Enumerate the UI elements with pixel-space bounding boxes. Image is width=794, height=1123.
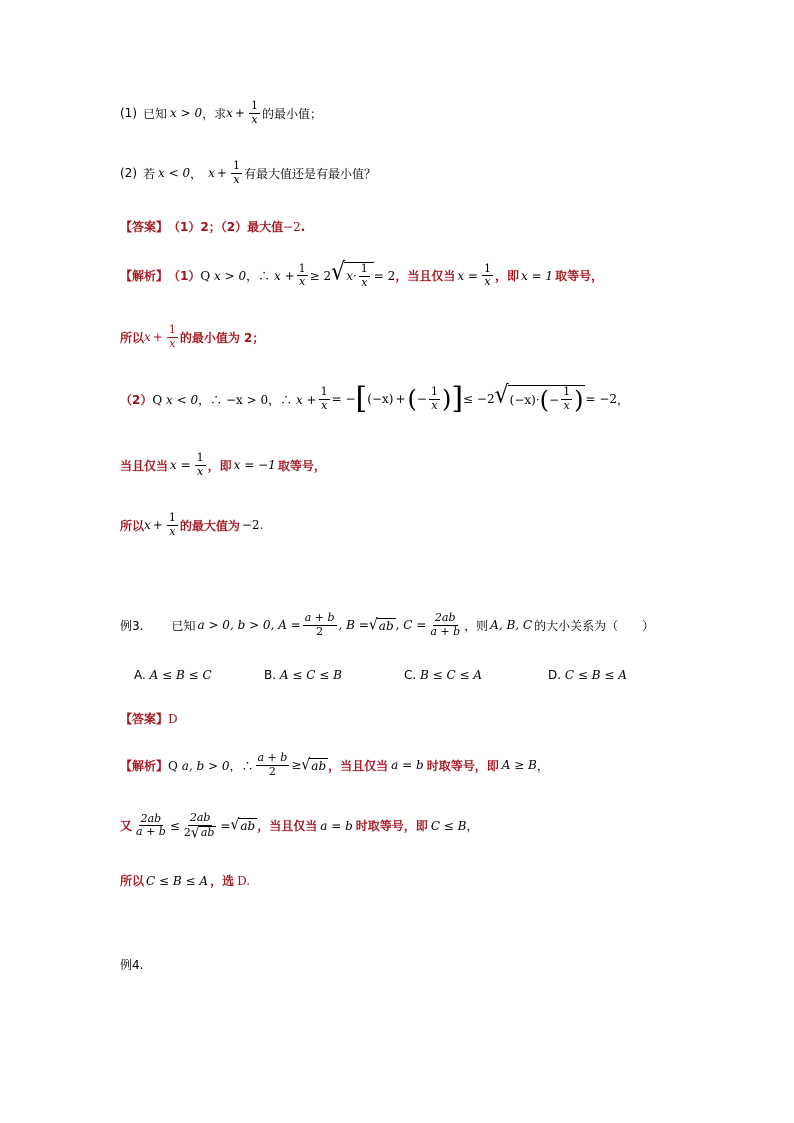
fraction: $\frac{2ab}{a + b}$	[136, 811, 166, 839]
option-a[interactable]: A. A ≤ B ≤ C	[134, 668, 212, 682]
sqrt: √ ab	[368, 615, 394, 634]
solution-1-line-2: 所以 x + $\frac{1}{x}$ 的最小值为 2；	[120, 323, 265, 350]
answer-label: 【答案】	[120, 712, 169, 726]
option-b[interactable]: B. A ≤ C ≤ B	[264, 668, 342, 682]
q2-number: (2)	[120, 166, 137, 181]
example-3: 例3. 已知 a > 0, b > 0, A = $\frac{a + b}{2}$ , B = √ ab , C = $\frac{2ab}{a + b}$ ，则 A, B, C 的大小关系为（ ）	[120, 611, 655, 638]
sqrt: √ ab	[301, 755, 327, 774]
solution-1-line-1: 【解析】 （1） Q x > 0，∴ x + $\frac{1}{x}$ ≥ 2 √ x· $\frac{1}{x}$ = 2 ，当且仅当 x = $\frac{1}{x}$ ，即 x = 1 取等号，	[120, 258, 604, 289]
option-d[interactable]: D. C ≤ B ≤ A	[548, 668, 627, 682]
solution-label: 【解析】	[120, 269, 169, 284]
solution-3-line-1: 【解析】 Q a, b > 0，∴ $\frac{a + b}{2}$ ≥ √ ab ，当且仅当 a = b 时取等号，即 A ≥ B ，	[120, 751, 549, 778]
answer-label: 【答案】	[120, 220, 169, 234]
example-4	[120, 956, 143, 973]
example-label: 例4.	[120, 958, 144, 972]
fraction: $\frac{1}{x}$	[168, 511, 176, 538]
solution-1-line-5: 所以 x + $\frac{1}{x}$ 的最大值为 −2 .	[120, 511, 264, 538]
q1-text: 已知	[143, 106, 168, 121]
fraction: $\frac{2ab}{a + b}$	[430, 611, 461, 638]
solution-1-line-3: （2） Q x < 0，∴ −x > 0，∴ x + $\frac{1}{x}$ = − [ (−x) + ( − $\frac{1}{x}$ ) ] ≤ −2 √ (−x) · ( − $\frac{1}{x}$ ) = −2 ，	[120, 381, 630, 416]
q1-condition: x > 0	[170, 106, 203, 121]
q1-number: (1)	[120, 106, 137, 121]
fraction: $\frac{a + b}{2}$	[304, 611, 335, 638]
option-c[interactable]: C. B ≤ C ≤ A	[404, 668, 483, 682]
sqrt: √ x· $\frac{1}{x}$	[331, 262, 374, 289]
sqrt: √ (−x) · ( − $\frac{1}{x}$ )	[494, 381, 584, 414]
fraction: $\frac{1}{x}$	[250, 99, 258, 126]
solution-3-line-3: 所以 C ≤ B ≤ A ，选 D.	[120, 873, 251, 888]
fraction: $\frac{1}{x}$	[320, 384, 328, 412]
question-2: (2) 若 x < 0 ， x + $\frac{1}{x}$ 有最大值还是有最小值？	[120, 159, 376, 186]
fraction: $\frac{1}{x}$	[430, 384, 438, 412]
fraction: $\frac{1}{x}$	[483, 261, 491, 289]
sqrt: √ ab	[230, 816, 256, 835]
question-1: (1) 已知 x > 0 ，求 x + $\frac{1}{x}$ 的最小值；	[120, 99, 322, 126]
solution-3-line-2: 又 $\frac{2ab}{a + b}$ ≤ 2ab 2 √ ab = √ ab ，当且仅当 a = b 时取等号，即 C ≤ B ，	[120, 811, 479, 842]
solution-1-line-4: 当且仅当 x = $\frac{1}{x}$ ，即 x = −1 取等号，	[120, 451, 326, 478]
fraction: $\frac{1}{x}$	[196, 451, 204, 478]
solution-label: 【解析】	[120, 758, 169, 773]
q2-condition: x < 0	[158, 166, 191, 181]
fraction: $\frac{1}{x}$	[298, 261, 306, 289]
fraction: 2ab 2 √ ab	[183, 811, 215, 842]
fraction: $\frac{a + b}{2}$	[257, 751, 288, 778]
fraction: $\frac{1}{x}$	[168, 323, 176, 350]
example-label: 例3.	[120, 618, 144, 633]
answer-3: 【答案】 D	[120, 711, 178, 726]
answer-1: 【答案】 （1）2；（2）最大值 −2 .	[120, 219, 306, 234]
fraction: $\frac{1}{x}$	[232, 159, 240, 186]
